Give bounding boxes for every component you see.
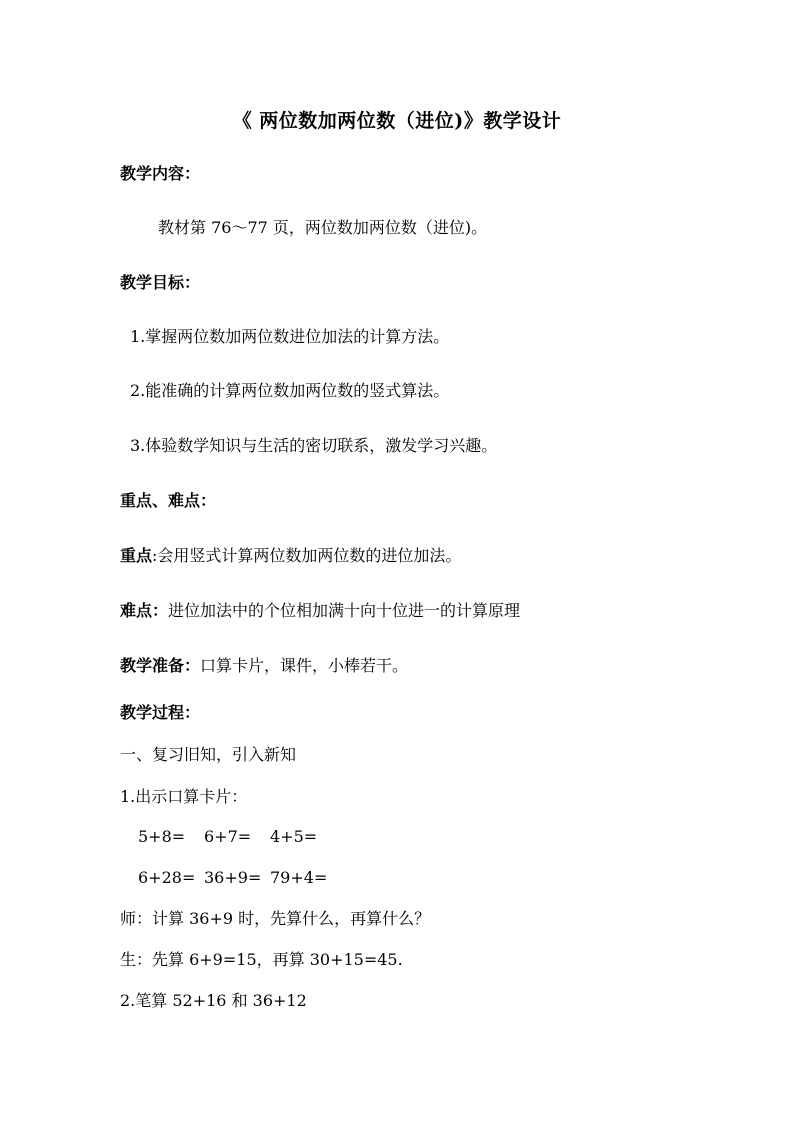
key-text: :会用竖式计算两位数加两位数的进位加法。 [152, 546, 462, 565]
prep-label: 教学准备： [120, 656, 201, 675]
key-point [120, 545, 461, 567]
difficult-point [120, 600, 520, 622]
process-heading: 教学过程： [120, 703, 201, 722]
step-2: 2.笔算 52+16 和 36+12 [120, 991, 307, 1010]
expr-1-2: 6+7= [204, 827, 252, 846]
oral-card-row-2 [138, 867, 327, 889]
difficult-label: 难点： [120, 601, 169, 620]
goal-item-1: 1.掌握两位数加两位数进位加法的计算方法。 [130, 327, 450, 346]
keypoints-heading: 重点、难点： [120, 491, 217, 510]
oral-card-row-1 [138, 826, 317, 848]
goals-heading: 教学目标： [120, 273, 201, 292]
expr-1-1: 5+8= [138, 827, 186, 846]
expr-2-2: 36+9= [204, 868, 262, 887]
difficult-text: 进位加法中的个位相加满十向十位进一的计算原理 [168, 601, 521, 620]
document-title: 《 两位数加两位数（进位)》教学设计 [232, 110, 562, 132]
section-1-heading: 一、复习旧知，引入新知 [120, 745, 297, 764]
goal-item-3: 3.体验数学知识与生活的密切联系，激发学习兴趣。 [130, 436, 498, 455]
expr-1-3: 4+5= [270, 827, 318, 846]
step-1: 1.出示口算卡片： [120, 787, 248, 806]
content-heading: 教学内容： [120, 164, 201, 183]
expr-2-1: 6+28= [138, 868, 196, 887]
teacher-line: 师：计算 36+9 时，先算什么，再算什么？ [120, 909, 431, 928]
student-line: 生：先算 6+9=15，再算 30+15=45. [120, 950, 403, 969]
key-label: 重点 [120, 546, 153, 565]
teaching-prep [120, 655, 408, 677]
content-text: 教材第 76～77 页，两位数加两位数（进位)。 [158, 218, 488, 237]
prep-text: 口算卡片，课件，小棒若干。 [200, 656, 409, 675]
goal-item-2: 2.能准确的计算两位数加两位数的竖式算法。 [130, 381, 450, 400]
expr-2-3: 79+4= [270, 868, 328, 887]
